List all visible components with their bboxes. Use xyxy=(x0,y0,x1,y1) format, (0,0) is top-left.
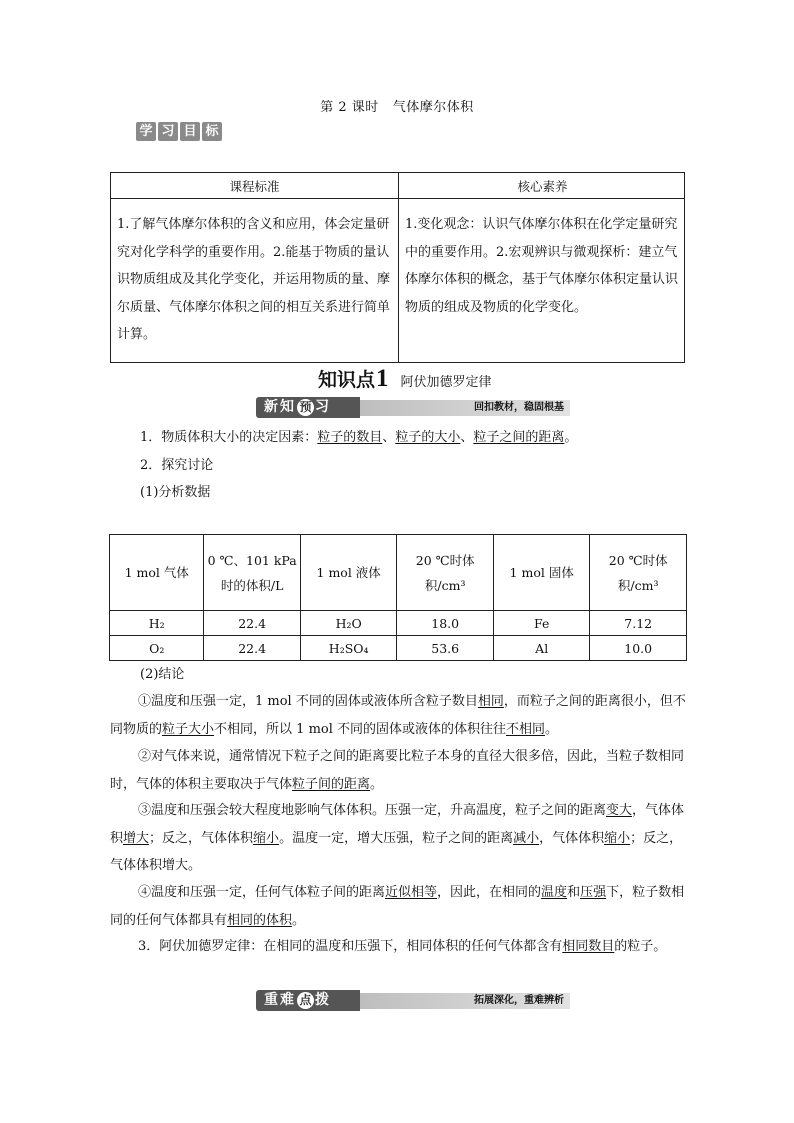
conclusion-2: ②对气体来说，通常情况下粒子之间的距离要比粒子本身的直径大很多倍，因此，当粒子数相同时，气体的体积主要取决于气体粒子间的距离。 xyxy=(110,749,685,792)
banner-circle: 预 xyxy=(297,399,314,416)
answer-blank: 温度 xyxy=(541,885,568,900)
table-cell: Al xyxy=(493,636,589,661)
table-cell: 53.6 xyxy=(397,636,494,661)
table-cell: H₂O xyxy=(300,611,397,636)
literacy-text: 1.变化观念：认识气体摩尔体积在化学定量研究中的重要作用。2.宏观辨识与微观探析：建立气体摩尔体积的概念，基于气体摩尔体积定量认识物质的组成及物质的化学变化。 xyxy=(405,217,679,315)
learning-goals-badge xyxy=(136,122,222,141)
answer-blank: 近似相等 xyxy=(385,885,438,900)
section-2a-heading: (1)分析数据 xyxy=(140,485,211,500)
table-header: 20 ℃时体积/cm³ xyxy=(590,535,687,611)
table-cell: 18.0 xyxy=(397,611,494,636)
lesson-number: 第 2 课时 xyxy=(320,100,379,115)
conclusion-3: ③温度和压强会较大程度地影响气体体积。压强一定，升高温度，粒子之间的距离变大，气体体积增大；反之，气体体积缩小。温度一定，增大压强，粒子之间的距离减小，气体体积缩小；反之，气体体积增大。 xyxy=(110,803,685,873)
answer-blank: 增大 xyxy=(123,830,150,846)
section-3: 3．阿伏加德罗定律：在相同的温度和压强下，相同体积的任何气体都含有相同数目的粒子。 xyxy=(138,939,667,954)
answer-blank: 粒子大小 xyxy=(162,721,215,737)
answer-blank: 减小 xyxy=(513,830,540,846)
key-points-banner xyxy=(256,990,570,1011)
knowledge-point-label: 知识点 xyxy=(318,369,376,391)
answer-blank: 相同数目 xyxy=(562,939,615,954)
answer-blank: 缩小 xyxy=(253,830,280,846)
badge-char: 学 xyxy=(136,122,156,141)
col-header-literacy: 核心素养 xyxy=(517,179,568,194)
standards-text: 1.了解气体摩尔体积的含义和应用，体会定量研究对化学科学的重要作用。2.能基于物质的量认识物质组成及其化学变化，并运用物质的量、摩尔质量、气体摩尔体积之间的相互关系进行简单计算。 xyxy=(117,217,391,342)
table-header: 20 ℃时体积/cm³ xyxy=(397,535,494,611)
table-cell: 7.12 xyxy=(590,611,687,636)
table-cell: Fe xyxy=(493,611,589,636)
badge-char: 标 xyxy=(202,122,222,141)
answer-blank: 粒子间的距离 xyxy=(292,776,371,792)
knowledge-point-name: 阿伏加德罗定律 xyxy=(400,375,492,390)
table-header: 1 mol 液体 xyxy=(300,535,397,611)
table-cell: 22.4 xyxy=(204,636,300,661)
table-cell: H₂SO₄ xyxy=(300,636,397,661)
conclusion-4: ④温度和压强一定，任何气体粒子间的距离近似相等，因此，在相同的温度和压强下，粒子数相同的任何气体都具有相同的体积。 xyxy=(110,885,685,928)
table-cell: 10.0 xyxy=(590,636,687,661)
answer-blank: 粒子的大小 xyxy=(395,430,461,445)
table-cell: 22.4 xyxy=(204,611,300,636)
section-2-heading: 2．探究讨论 xyxy=(140,458,214,473)
goals-divider xyxy=(398,173,399,362)
table-cell: H₂ xyxy=(110,611,204,636)
table-row xyxy=(110,636,687,661)
knowledge-point-heading xyxy=(318,365,492,393)
answer-blank: 相同的体积 xyxy=(227,912,293,928)
lesson-topic: 气体摩尔体积 xyxy=(392,100,474,115)
table-header: 1 mol 固体 xyxy=(493,535,589,611)
badge-char: 目 xyxy=(180,122,200,141)
answer-blank: 粒子之间的距离 xyxy=(473,430,565,445)
banner-label: 重难 点 拨 xyxy=(256,990,360,1011)
answer-blank: 压强 xyxy=(580,885,607,900)
answer-blank: 粒子的数目 xyxy=(317,430,383,445)
banner-subtitle: 回扣教材，稳固根基 xyxy=(474,402,564,413)
banner-subtitle: 拓展深化，重难辨析 xyxy=(474,995,564,1006)
goals-table xyxy=(110,172,685,363)
table-row xyxy=(110,611,687,636)
table-cell: O₂ xyxy=(110,636,204,661)
conclusion-1: ①温度和压强一定，1 mol 不同的固体或液体所含粒子数目相同，而粒子之间的距离很小，但不同物质的粒子大小不相同，所以 1 mol 不同的固体或液体的体积往往不相同。 xyxy=(110,694,686,737)
preview-banner xyxy=(256,397,570,418)
badge-char: 习 xyxy=(158,122,178,141)
volume-data-table xyxy=(109,534,687,661)
banner-circle: 点 xyxy=(297,992,314,1009)
answer-blank: 相同 xyxy=(477,694,504,709)
page-title xyxy=(0,96,794,115)
col-header-standards: 课程标准 xyxy=(229,179,280,194)
table-header-row xyxy=(110,535,687,611)
answer-blank: 不相同 xyxy=(506,721,546,737)
section-2b-heading: (2)结论 xyxy=(140,667,185,682)
section-1: 1．物质体积大小的决定因素：粒子的数目、粒子的大小、粒子之间的距离。 xyxy=(140,430,578,445)
answer-blank: 变大 xyxy=(606,803,633,818)
answer-blank: 缩小 xyxy=(604,830,631,846)
table-header: 0 ℃、101 kPa 时的体积/L xyxy=(204,535,300,611)
table-header: 1 mol 气体 xyxy=(110,535,204,611)
banner-label: 新知 预 习 xyxy=(256,397,360,418)
knowledge-point-number: 1 xyxy=(376,365,389,392)
